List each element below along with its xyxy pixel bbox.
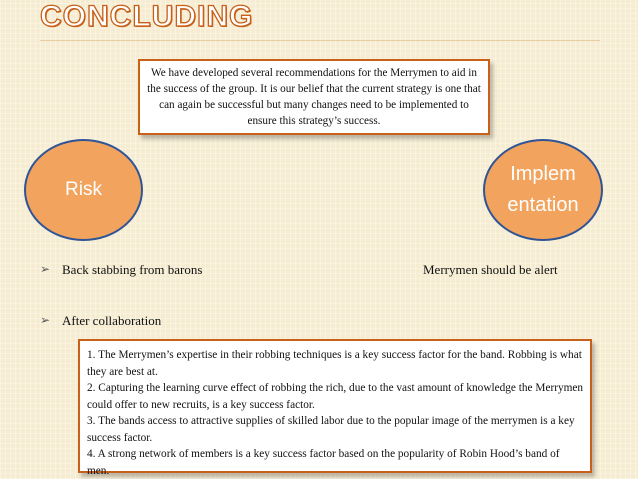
success-factor-item: 3. The bands access to attractive supplies of skilled labor due to the popular image of the merrymen is a key success factor. [87,415,575,444]
bullet-icon: ➢ [40,313,51,327]
implementation-circle-label: Implem entation [507,163,579,216]
bullet-icon: ➢ [40,262,51,276]
bullet-text: After collaboration [62,313,162,328]
alert-text: Merrymen should be alert [423,262,558,277]
title-divider [40,40,600,41]
risk-circle [24,139,143,241]
bullet-text: Back stabbing from barons [62,262,203,277]
success-factor-item: 2. Capturing the learning curve effect of robbing the rich, due to the vast amount of knowledge the Merrymen could offer to new recruits, is a key success factor. [87,382,584,411]
success-factor-item: 4. A strong network of members is a key success factor based on the popularity of Robin Hood’s band of men. [87,448,560,477]
risk-circle-label: Risk [65,179,102,200]
summary-textbox: We have developed several recommendations for the Merrymen to aid in the success of the group. It is our belief that the current strategy is one that can again be successful but many changes need to be implemented to ensure this strategy’s success. [138,59,490,135]
slide-title: CONCLUDING [40,0,254,33]
success-factor-item: 1. The Merrymen’s expertise in their robbing techniques is a key success factor for the band. Robbing is what they are best at. [87,349,582,378]
implementation-circle [483,139,603,241]
success-factors-textbox [78,339,592,477]
